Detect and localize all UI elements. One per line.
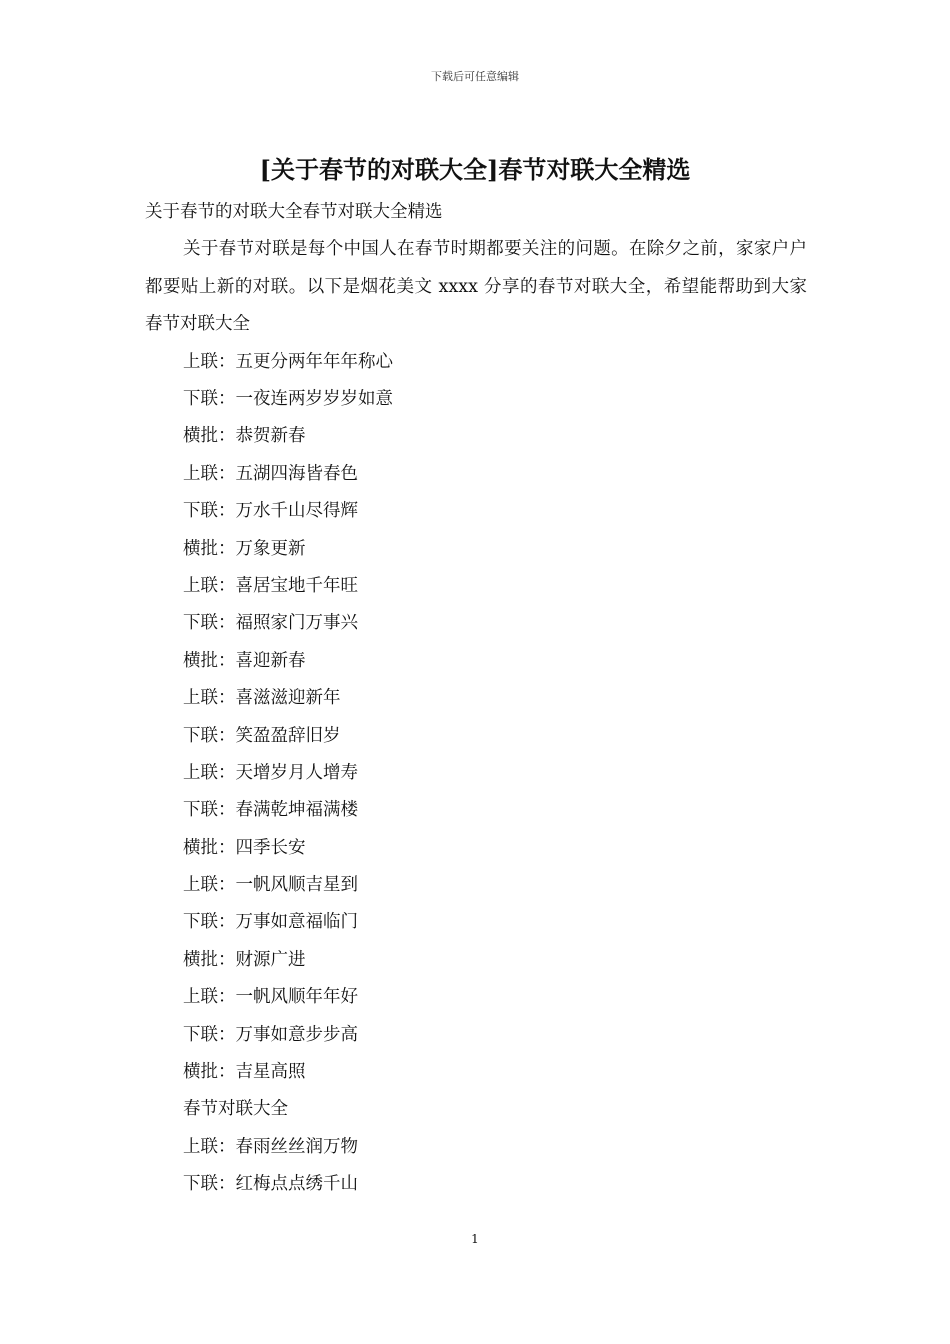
couplet-line: 横批：万象更新 — [183, 538, 306, 559]
couplet-line: 下联：万事如意福临门 — [183, 912, 358, 933]
page-header-note: 下载后可任意编辑 — [431, 70, 519, 83]
couplet-line: 下联：春满乾坤福满楼 — [183, 800, 358, 821]
couplet-line: 下联：一夜连两岁岁岁如意 — [183, 389, 393, 409]
couplet-line: 横批：四季长安 — [183, 837, 306, 858]
couplet-line: 上联：喜居宝地千年旺 — [183, 575, 358, 596]
couplet-line: 横批：喜迎新春 — [183, 650, 306, 671]
couplet-line: 上联：天增岁月人增寿 — [183, 762, 358, 783]
couplet-line: 横批：恭贺新春 — [183, 426, 306, 447]
couplet-line: 上联：一帆风顺年年好 — [183, 987, 358, 1008]
couplet-line: 下联：福照家门万事兴 — [183, 613, 358, 634]
subtitle-line: 关于春节的对联大全春节对联大全精选 — [145, 202, 443, 222]
couplet-line: 上联：喜滋滋迎新年 — [183, 688, 341, 709]
page-number: 1 — [471, 1232, 479, 1246]
section-heading: 春节对联大全 — [183, 1099, 288, 1120]
couplet-line: 上联：春雨丝丝润万物 — [183, 1136, 358, 1157]
couplet-list — [145, 344, 807, 1204]
couplet-line: 下联：笑盈盈辞旧岁 — [183, 725, 341, 746]
couplet-line: 上联：五更分两年年年称心 — [183, 351, 393, 372]
couplet-line: 上联：五湖四海皆春色 — [183, 463, 358, 484]
couplet-line: 下联：万事如意步步高 — [183, 1024, 358, 1045]
couplet-line: 下联：万水千山尽得辉 — [183, 501, 358, 522]
document-body — [145, 194, 807, 1204]
couplet-line: 下联：红梅点点绣千山 — [183, 1174, 358, 1195]
couplet-line: 横批：吉星高照 — [183, 1062, 306, 1083]
document-title: [关于春节的对联大全]春节对联大全精选 — [259, 155, 691, 184]
couplet-line: 上联：一帆风顺吉星到 — [183, 875, 358, 896]
intro-paragraph: 关于春节对联是每个中国人在春节时期都要关注的问题。在除夕之前，家家户户都要贴上新的对联。以下是烟花美文 xxxx 分享的春节对联大全，希望能帮助到大家春节对联大全 — [145, 239, 807, 335]
couplet-line: 横批：财源广进 — [183, 949, 306, 970]
